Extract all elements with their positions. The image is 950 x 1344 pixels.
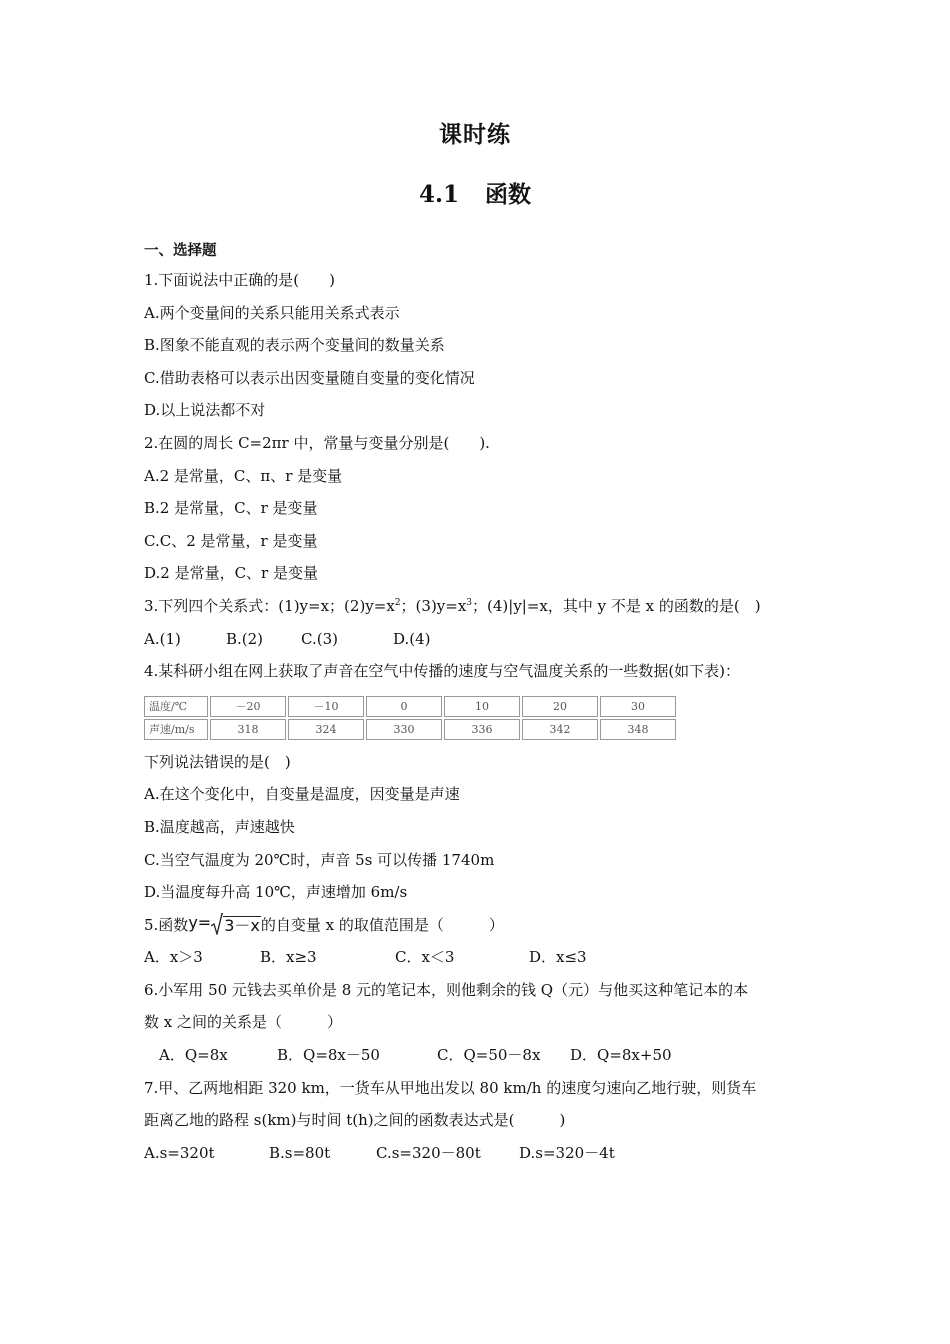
q7-option-c: C.s=320－80t [376,1143,481,1162]
q6-stem-line1: 6.小军用 50 元钱去买单价是 8 元的笔记本，则他剩余的钱 Q（元）与他买这种笔记本的本 [144,980,749,999]
q3-option-c: C.(3) [301,629,338,648]
q3-option-a: A.(1) [144,629,181,648]
page-title: 课时练 [439,122,511,148]
table-cell: 336 [444,719,520,740]
q7-option-d: D.s=320－4t [519,1143,615,1162]
question-type-heading: 一、选择题 [144,243,217,259]
q7-stem-line1: 7.甲、乙两地相距 320 km，一货车从甲地出发以 80 km/h 的速度匀速向乙地行驶，则货车 [144,1078,757,1097]
q1-option-b: B.图象不能直观的表示两个变量间的数量关系 [144,336,445,355]
question-list [144,238,824,1169]
q4-stem: 4.某科研小组在网上获取了声音在空气中传播的速度与空气温度关系的一些数据(如下表)： [144,662,741,681]
q2-option-b: B.2 是常量，C、r 是变量 [144,499,318,518]
q1-option-a: A.两个变量间的关系只能用关系式表示 [144,303,400,322]
q2-stem: 2.在圆的周长 C=2πr 中，常量与变量分别是( ). [144,433,490,452]
q5-stem: 5.函数 y= 3－x 的自变量 x 的取值范围是（ ） [144,909,824,942]
table-cell: 348 [600,719,676,740]
q7-options [144,1137,824,1170]
section-number: 4.1 [418,181,459,208]
q5-option-a: A．x＞3 [144,948,203,967]
table-cell: 324 [288,719,364,740]
q7-option-a: A.s=320t [144,1143,215,1162]
table-cell: －10 [288,696,364,717]
q2-option-d: D.2 是常量，C、r 是变量 [144,564,318,583]
q1-stem: 1.下面说法中正确的是( ) [144,271,336,289]
q2-option-a: A.2 是常量，C、π、r 是变量 [144,466,343,485]
q7-option-b: B.s=80t [269,1143,331,1162]
q5-options [144,941,824,974]
q5-option-d: D．x≤3 [529,948,587,967]
q6-option-a: A．Q=8x [159,1046,228,1065]
q3-option-b: B.(2) [226,629,264,648]
table-cell: 30 [600,696,676,717]
q6-option-c: C．Q=50－8x [437,1046,541,1065]
table-cell: 20 [522,696,598,717]
section-title: 函数 [485,182,531,208]
sqrt-sign-icon [211,913,223,935]
sqrt-formula: y= 3－x [188,913,260,935]
q6-stem-line2: 数 x 之间的关系是（ ） [144,1013,342,1032]
q5-option-c: C．x＜3 [395,948,455,967]
table-row [144,719,676,740]
sound-speed-table [142,694,678,742]
q7-stem-line2: 距离乙地的路程 s(km)与时间 t(h)之间的函数表达式是( ) [144,1111,566,1130]
q4-stem-2: 下列说法错误的是( ) [144,752,291,771]
q6-option-b: B．Q=8x－50 [277,1046,380,1065]
q3-stem: 3.下列四个关系式：(1)y=x；$(2)y=x^2$；$(3)y=x^3$；(4)|y|=x，其中 y 不是 x 的函数的是( ) [144,596,761,615]
table-cell: 318 [210,719,286,740]
q4-option-d: D.当温度每升高 10℃，声速增加 6m/s [144,883,408,902]
table-row [144,696,676,717]
q4-option-b: B.温度越高，声速越快 [144,817,295,836]
q3-options [144,623,824,656]
table-cell: 330 [366,719,442,740]
table-row-header: 声速/m/s [144,719,208,740]
q6-option-d: D．Q=8x+50 [570,1046,672,1065]
q5-option-b: B．x≥3 [260,948,317,967]
table-cell: 0 [366,696,442,717]
q2-option-c: C.C、2 是常量，r 是变量 [144,531,318,550]
q4-option-c: C.当空气温度为 20℃时，声音 5s 可以传播 1740m [144,850,495,869]
q3-option-d: D.(4) [393,629,431,648]
q1-option-d: D.以上说法都不对 [144,401,266,420]
table-cell: 10 [444,696,520,717]
table-cell: －20 [210,696,286,717]
q6-options [144,1039,824,1072]
q4-option-a: A.在这个变化中，自变量是温度，因变量是声速 [144,785,460,804]
table-cell: 342 [522,719,598,740]
table-row-header: 温度/℃ [144,696,208,717]
section-heading [0,176,950,209]
q1-option-c: C.借助表格可以表示出因变量随自变量的变化情况 [144,368,475,387]
